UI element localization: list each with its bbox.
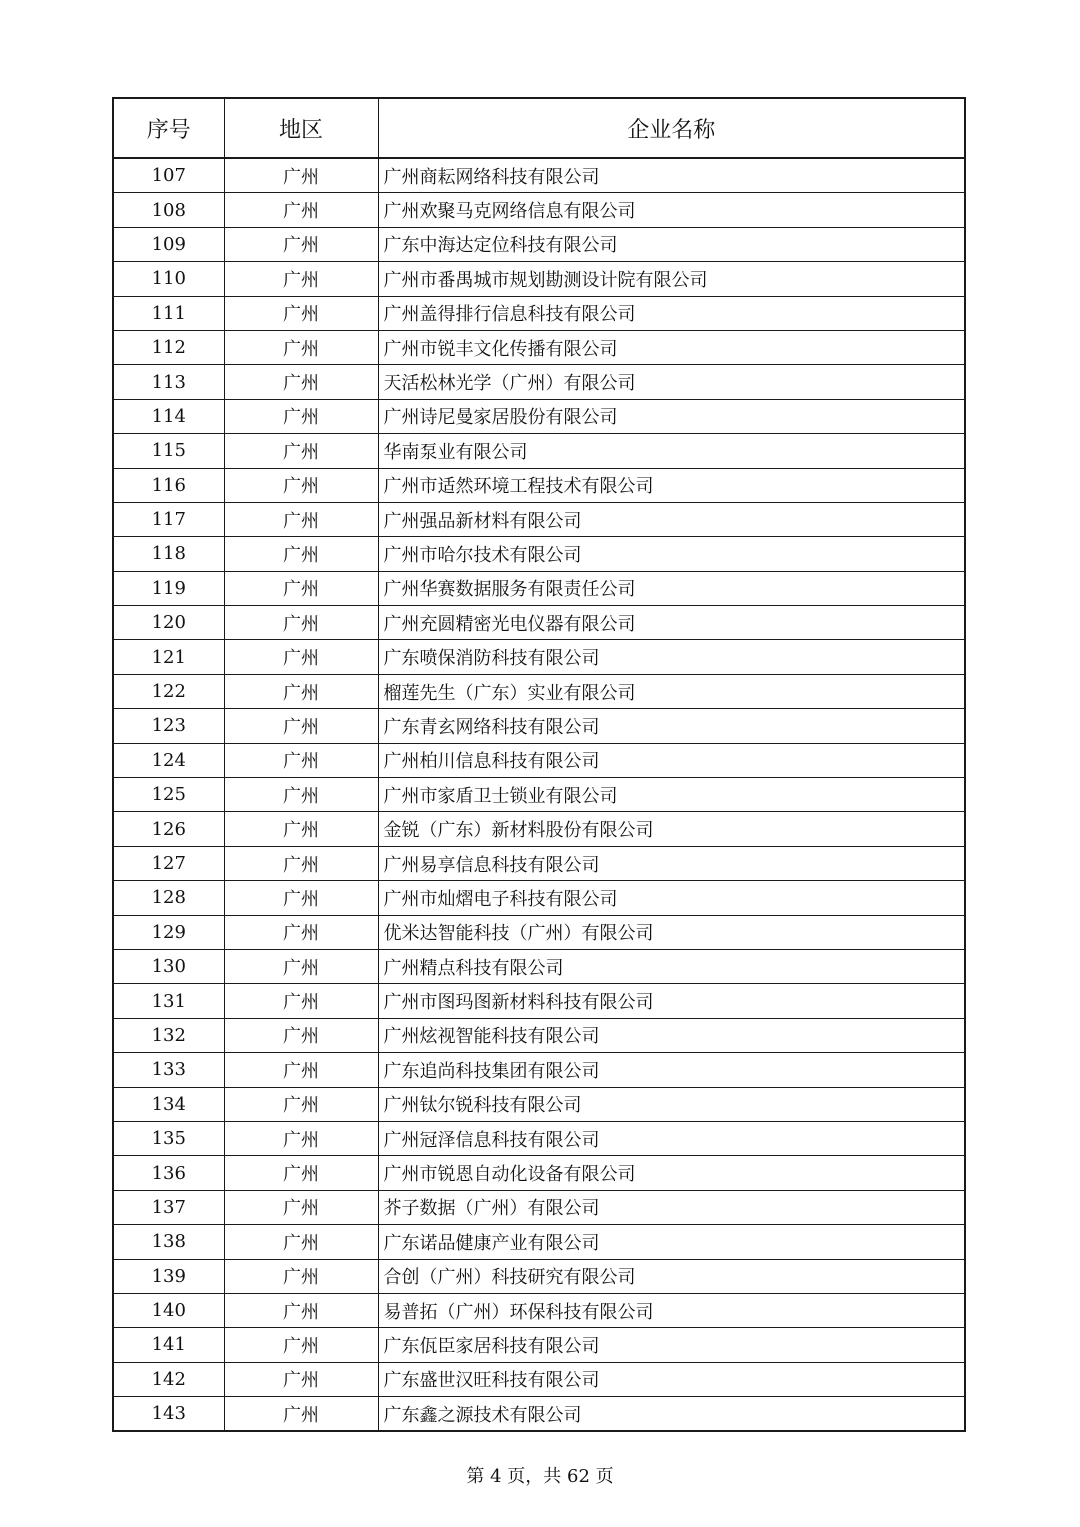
row-company-name: 广州强品新材料有限公司 — [378, 502, 965, 536]
row-seq-number: 119 — [113, 571, 224, 605]
row-seq-number: 141 — [113, 1328, 224, 1362]
table-row — [113, 915, 965, 949]
table-row — [113, 743, 965, 777]
row-seq-number: 112 — [113, 330, 224, 364]
table-row — [113, 227, 965, 261]
table-row — [113, 881, 965, 915]
table-row — [113, 193, 965, 227]
row-seq-number: 143 — [113, 1397, 224, 1432]
row-region: 广州 — [224, 158, 378, 193]
table-row — [113, 1293, 965, 1327]
row-company-name: 广州柏川信息科技有限公司 — [378, 743, 965, 777]
table-row — [113, 1190, 965, 1224]
row-seq-number: 135 — [113, 1121, 224, 1155]
row-company-name: 广东追尚科技集团有限公司 — [378, 1053, 965, 1087]
row-seq-number: 134 — [113, 1087, 224, 1121]
row-region: 广州 — [224, 502, 378, 536]
row-seq-number: 113 — [113, 365, 224, 399]
row-company-name: 合创（广州）科技研究有限公司 — [378, 1259, 965, 1293]
row-company-name: 广东鑫之源技术有限公司 — [378, 1397, 965, 1432]
row-company-name: 广州市锐恩自动化设备有限公司 — [378, 1156, 965, 1190]
row-seq-number: 133 — [113, 1053, 224, 1087]
table-row — [113, 1156, 965, 1190]
table-body — [113, 158, 965, 1431]
row-region: 广州 — [224, 1397, 378, 1432]
table-row — [113, 434, 965, 468]
row-region: 广州 — [224, 606, 378, 640]
table-row — [113, 571, 965, 605]
row-region: 广州 — [224, 1190, 378, 1224]
table-row — [113, 537, 965, 571]
row-seq-number: 115 — [113, 434, 224, 468]
row-seq-number: 123 — [113, 709, 224, 743]
table-row — [113, 778, 965, 812]
row-seq-number: 107 — [113, 158, 224, 193]
row-company-name: 广东喷保消防科技有限公司 — [378, 640, 965, 674]
row-region: 广州 — [224, 915, 378, 949]
table-row — [113, 812, 965, 846]
table-row — [113, 1397, 965, 1432]
row-company-name: 广州市适然环境工程技术有限公司 — [378, 468, 965, 502]
row-seq-number: 111 — [113, 296, 224, 330]
row-company-name: 广州诗尼曼家居股份有限公司 — [378, 399, 965, 433]
row-seq-number: 132 — [113, 1018, 224, 1052]
row-region: 广州 — [224, 709, 378, 743]
row-seq-number: 127 — [113, 846, 224, 880]
row-region: 广州 — [224, 1156, 378, 1190]
row-company-name: 广州钛尔锐科技有限公司 — [378, 1087, 965, 1121]
row-company-name: 广州市番禺城市规划勘测设计院有限公司 — [378, 262, 965, 296]
row-seq-number: 138 — [113, 1225, 224, 1259]
row-region: 广州 — [224, 984, 378, 1018]
row-region: 广州 — [224, 640, 378, 674]
row-region: 广州 — [224, 1053, 378, 1087]
table-row — [113, 1053, 965, 1087]
row-seq-number: 120 — [113, 606, 224, 640]
table-row — [113, 1121, 965, 1155]
table-row — [113, 1259, 965, 1293]
row-company-name: 广州易享信息科技有限公司 — [378, 846, 965, 880]
table-row — [113, 158, 965, 193]
row-region: 广州 — [224, 1087, 378, 1121]
row-region: 广州 — [224, 571, 378, 605]
row-company-name: 广州欢聚马克网络信息有限公司 — [378, 193, 965, 227]
row-company-name: 广州盖得排行信息科技有限公司 — [378, 296, 965, 330]
row-region: 广州 — [224, 1121, 378, 1155]
table-row — [113, 640, 965, 674]
row-company-name: 广州市家盾卫士锁业有限公司 — [378, 778, 965, 812]
row-seq-number: 124 — [113, 743, 224, 777]
row-company-name: 广东诺品健康产业有限公司 — [378, 1225, 965, 1259]
row-seq-number: 131 — [113, 984, 224, 1018]
row-seq-number: 109 — [113, 227, 224, 261]
row-company-name: 广州商耘网络科技有限公司 — [378, 158, 965, 193]
row-region: 广州 — [224, 365, 378, 399]
row-seq-number: 139 — [113, 1259, 224, 1293]
row-region: 广州 — [224, 434, 378, 468]
row-seq-number: 118 — [113, 537, 224, 571]
table-row — [113, 399, 965, 433]
row-seq-number: 122 — [113, 674, 224, 708]
table-row — [113, 1362, 965, 1396]
page-number: 第 4 页，共 62 页 — [466, 1466, 614, 1487]
row-region: 广州 — [224, 537, 378, 571]
row-seq-number: 116 — [113, 468, 224, 502]
row-region: 广州 — [224, 330, 378, 364]
row-company-name: 广东中海达定位科技有限公司 — [378, 227, 965, 261]
row-region: 广州 — [224, 399, 378, 433]
row-region: 广州 — [224, 1293, 378, 1327]
table-row — [113, 468, 965, 502]
row-region: 广州 — [224, 1362, 378, 1396]
row-company-name: 广州精点科技有限公司 — [378, 949, 965, 983]
table-row — [113, 984, 965, 1018]
row-company-name: 广州市图玛图新材料科技有限公司 — [378, 984, 965, 1018]
row-company-name: 广州充圆精密光电仪器有限公司 — [378, 606, 965, 640]
row-seq-number: 136 — [113, 1156, 224, 1190]
row-seq-number: 110 — [113, 262, 224, 296]
table-row — [113, 1225, 965, 1259]
row-company-name: 广州市锐丰文化传播有限公司 — [378, 330, 965, 364]
table-row — [113, 846, 965, 880]
row-company-name: 广州市灿熠电子科技有限公司 — [378, 881, 965, 915]
row-region: 广州 — [224, 846, 378, 880]
row-company-name: 华南泵业有限公司 — [378, 434, 965, 468]
header-region: 地区 — [224, 98, 378, 158]
header-company-name: 企业名称 — [378, 98, 965, 158]
table-row — [113, 674, 965, 708]
row-region: 广州 — [224, 193, 378, 227]
row-company-name: 广东佤臣家居科技有限公司 — [378, 1328, 965, 1362]
row-region: 广州 — [224, 1259, 378, 1293]
table-row — [113, 1018, 965, 1052]
company-list-table — [112, 97, 966, 1432]
row-seq-number: 126 — [113, 812, 224, 846]
row-company-name: 广州炫视智能科技有限公司 — [378, 1018, 965, 1052]
table-row — [113, 365, 965, 399]
row-region: 广州 — [224, 1225, 378, 1259]
table-row — [113, 1087, 965, 1121]
table-row — [113, 949, 965, 983]
row-region: 广州 — [224, 881, 378, 915]
table-row — [113, 502, 965, 536]
header-row — [113, 98, 965, 158]
row-seq-number: 130 — [113, 949, 224, 983]
row-seq-number: 125 — [113, 778, 224, 812]
row-region: 广州 — [224, 674, 378, 708]
row-seq-number: 140 — [113, 1293, 224, 1327]
table-row — [113, 262, 965, 296]
row-seq-number: 108 — [113, 193, 224, 227]
table-row — [113, 1328, 965, 1362]
row-company-name: 芥子数据（广州）有限公司 — [378, 1190, 965, 1224]
table-header — [113, 98, 965, 158]
row-seq-number: 129 — [113, 915, 224, 949]
row-company-name: 广州市哈尔技术有限公司 — [378, 537, 965, 571]
row-company-name: 广州冠泽信息科技有限公司 — [378, 1121, 965, 1155]
row-seq-number: 121 — [113, 640, 224, 674]
row-company-name: 广东青玄网络科技有限公司 — [378, 709, 965, 743]
row-region: 广州 — [224, 262, 378, 296]
row-region: 广州 — [224, 812, 378, 846]
table-row — [113, 296, 965, 330]
row-company-name: 广州华赛数据服务有限责任公司 — [378, 571, 965, 605]
table-row — [113, 709, 965, 743]
row-region: 广州 — [224, 949, 378, 983]
row-company-name: 金锐（广东）新材料股份有限公司 — [378, 812, 965, 846]
row-seq-number: 137 — [113, 1190, 224, 1224]
row-company-name: 榴莲先生（广东）实业有限公司 — [378, 674, 965, 708]
table-row — [113, 606, 965, 640]
row-region: 广州 — [224, 296, 378, 330]
row-region: 广州 — [224, 743, 378, 777]
row-seq-number: 142 — [113, 1362, 224, 1396]
row-seq-number: 128 — [113, 881, 224, 915]
row-region: 广州 — [224, 778, 378, 812]
row-company-name: 广东盛世汉旺科技有限公司 — [378, 1362, 965, 1396]
row-seq-number: 117 — [113, 502, 224, 536]
row-region: 广州 — [224, 1018, 378, 1052]
row-region: 广州 — [224, 227, 378, 261]
row-company-name: 易普拓（广州）环保科技有限公司 — [378, 1293, 965, 1327]
row-region: 广州 — [224, 468, 378, 502]
row-region: 广州 — [224, 1328, 378, 1362]
row-company-name: 优米达智能科技（广州）有限公司 — [378, 915, 965, 949]
header-seq: 序号 — [113, 98, 224, 158]
row-company-name: 天活松林光学（广州）有限公司 — [378, 365, 965, 399]
table-row — [113, 330, 965, 364]
row-seq-number: 114 — [113, 399, 224, 433]
